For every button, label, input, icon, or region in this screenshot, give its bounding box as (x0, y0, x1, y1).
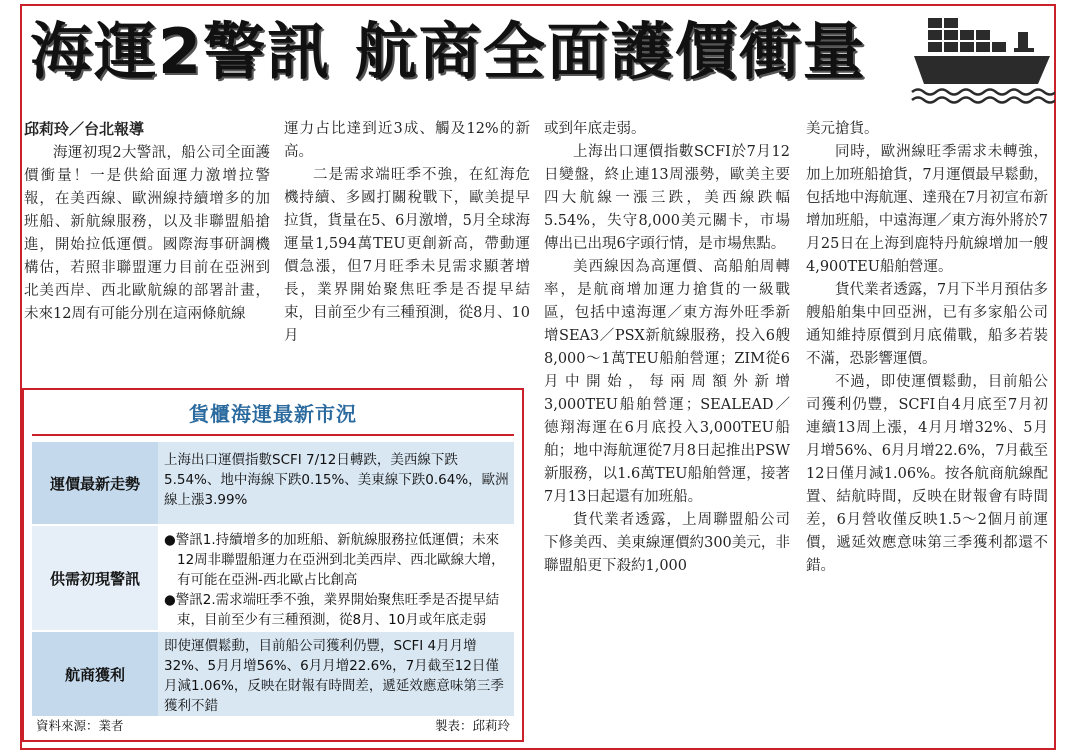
source-note: 資料來源：業者 (36, 718, 124, 733)
paragraph: 美元搶貨。 (806, 121, 879, 137)
article-column-4 (806, 118, 1048, 578)
paragraph: 同時，歐洲線旺季需求未轉強，加上加班船搶貨，7月運價最早鬆動，包括地中海航運、達飛在7月初宣布新增加班船，中遠海運／東方海外將於7月25日在上海到鹿特丹航線增加一艘4,900TEU船舶營運。 (806, 144, 1048, 275)
sidebar-table (22, 388, 524, 742)
row-text (164, 530, 510, 630)
table-row (32, 526, 514, 630)
row-label: 運價最新走勢 (32, 442, 158, 524)
paragraph: 海運初現2大警訊，船公司全面護價衝量！一是供給面運力激增拉警報，在美西線、歐洲線持續增多的加班船、新航線服務，以及非聯盟船搶進，開始拉低運價。國際海事研調機構估，若照非聯盟運力目前在亞洲到北美西岸、西北歐航線的部署計畫，未來12周有可能分別在這兩條航線 (24, 145, 270, 322)
container-ship-icon (910, 4, 1055, 104)
article-column-3 (544, 118, 790, 578)
paragraph: 上海出口運價指數SCFI於7月12日變盤，終止連13周漲勢，歐美主要四大航線一漲三跌，美西線跌幅5.54%，失守8,000美元關卡，市場傳出已出現6字頭行情，是市場焦點。 (544, 144, 790, 252)
article-column-1 (24, 118, 270, 326)
table-row (32, 442, 514, 524)
row-label: 航商獲利 (32, 632, 158, 716)
table-row (32, 632, 514, 716)
sidebar-title: 貨櫃海運最新市況 (189, 402, 357, 426)
divider (32, 434, 514, 436)
credit-note: 製表：邱莉玲 (434, 718, 510, 733)
paragraph: 運力占比達到近3成、觸及12%的新高。 (284, 121, 530, 160)
row-label: 供需初現警訊 (32, 526, 158, 630)
headline: 海運2警訊 航商全面護價衝量 (30, 15, 867, 88)
paragraph: 不過，即使運價鬆動，目前船公司獲利仍豐，SCFI自4月底至7月初連續13周上漲，4月月增32%、5月月增56%、6月月增22.6%，7月截至12日僅月減1.06%。按各航商航線配置、結航時間，反映在財報會有時間差，6月營收僅反映1.5～2個月前運價，遞延效應意味第三季獲利都還不錯。 (806, 374, 1048, 574)
row-text: 上海出口運價指數SCFI 7/12日轉跌，美西線下跌5.54%、地中海線下跌0.15%、美東線下跌0.64%，歐洲線上漲3.99% (164, 452, 509, 508)
paragraph: 二是需求端旺季不強，在紅海危機持續、多國打關稅戰下，歐美提早拉貨，貨量在5、6月激增，5月全球海運量1,594萬TEU更創新高，帶動運價急漲，但7月旺季未見需求顯著增長，業界開始聚焦旺季是否提早結束，目前至少有三種預測，從8月、10月 (284, 167, 530, 344)
bullet-item: ●警訊2.需求端旺季不強，業界開始聚焦旺季是否提早結束，目前至少有三種預測，從8月、10月或年底走弱 (164, 592, 500, 628)
byline: 邱莉玲／台北報導 (24, 120, 145, 138)
paragraph: 貨代業者透露，上周聯盟船公司下修美西、美東線運價約300美元，非聯盟船更下殺約1,000 (544, 512, 790, 574)
table-footer (36, 716, 510, 734)
paragraph: 美西線因為高運價、高船舶周轉率，是航商增加運力搶貨的一級戰區，包括中遠海運／東方海外旺季新增SEA3／PSX新航線服務，投入6艘8,000～1萬TEU船舶營運；ZIM從6月中開始，每兩周額外新增3,000TEU船舶營運；SEALEAD／德翔海運在6月底投入3,000TEU船舶；地中海航運從7月8日起推出PSW新服務，以1.6萬TEU船舶營運，接著7月13日起還有加班船。 (544, 259, 790, 505)
row-text: 即使運價鬆動，目前船公司獲利仍豐，SCFI 4月月增32%、5月月增56%、6月月增22.6%，7月截至12日僅月減1.06%，反映在財報有時間差，遞延效應意味第三季獲利不錯 (164, 638, 504, 714)
paragraph: 貨代業者透露，7月下半月預估多艘船舶集中回亞洲，已有多家船公司通知維持原價到月底備戰，船多若裝不滿，恐影響運價。 (806, 282, 1048, 367)
paragraph: 或到年底走弱。 (544, 121, 646, 137)
article-column-2 (284, 118, 530, 348)
bullet-item: ●警訊1.持續增多的加班船、新航線服務拉低運價；未來12周非聯盟船運力在亞洲到北美西岸、西北歐線大增，有可能在亞洲-西北歐占比創高 (164, 532, 505, 588)
